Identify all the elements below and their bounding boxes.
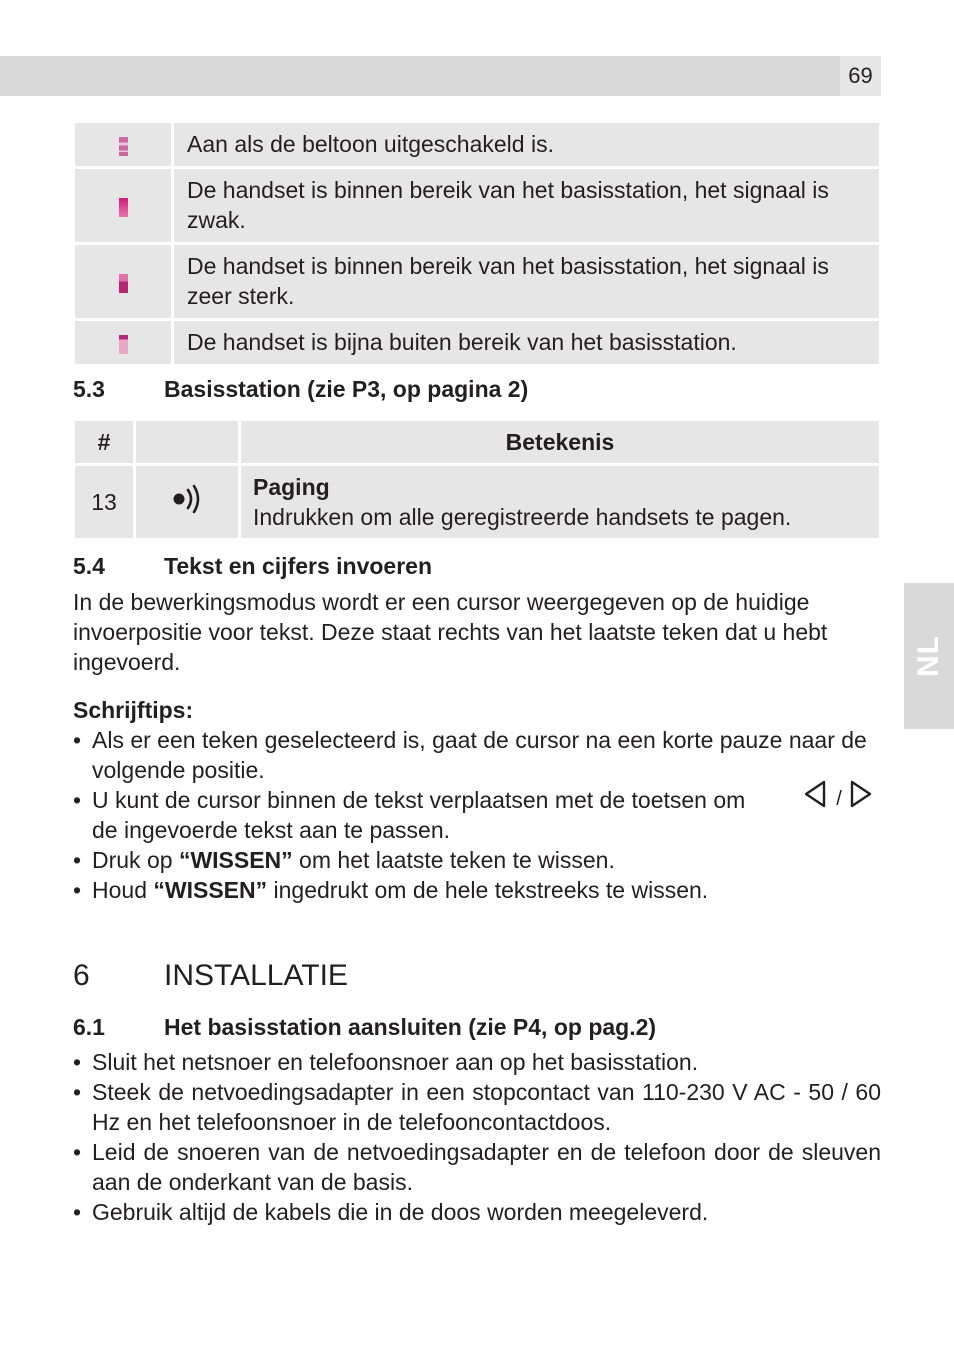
table-row [75,169,879,242]
column-header-number: # [75,421,133,463]
intro-paragraph: In de bewerkingsmodus wordt er een cursor weergegeven op de huidige invoerpositie voor tekst. Deze staat rechts van het laatste teken dat u hebt ingevoerd. [73,589,828,675]
page-number: 69 [840,56,881,96]
paging-icon [169,481,205,517]
list-item: • Sluit het netsnoer en telefoonsnoer aan op het basisstation. [73,1047,881,1077]
list-item: • Als er een teken geselecteerd is, gaat de cursor na een korte pauze naar de volgende positie. [73,725,881,785]
icon-cell [75,169,171,242]
list-item [73,875,881,905]
description-cell: Aan als de beltoon uitgeschakeld is. [174,123,879,166]
section-number: 5.4 [73,553,105,579]
row-number: 13 [75,466,133,538]
chapter-title: INSTALLATIE [164,959,348,992]
arrow-keys [803,779,875,816]
table-header-row [75,421,879,463]
tips-list [73,725,881,905]
table-row [75,245,879,318]
chapter-number: 6 [73,959,90,992]
left-arrow-icon [806,782,824,806]
status-icons-table [72,120,882,367]
section-title: Tekst en cijfers invoeren [164,553,433,579]
table-row [75,321,879,364]
signal-out-of-range-bar-icon [119,335,128,354]
signal-strong-bar-icon [119,274,128,293]
list-item [73,845,881,875]
right-arrow-icon [852,782,870,806]
language-tab-label: NL [912,635,945,677]
meaning-title: Paging [253,474,330,500]
description-cell: De handset is binnen bereik van het basisstation, het signaal is zeer sterk. [174,245,879,318]
table-row [75,466,879,538]
description-cell: De handset is binnen bereik van het basisstation, het signaal is zwak. [174,169,879,242]
list-item: • Gebruik altijd de kabels die in de doos worden meegeleverd. [73,1197,881,1227]
section-number: 6.1 [73,1014,105,1040]
section-number: 5.3 [73,376,105,402]
column-header-meaning: Betekenis [241,421,879,463]
list-item: • Leid de snoeren van de netvoedingsadapter en de telefoon door de sleuven aan de onderkant van de basis. [73,1137,881,1197]
meaning-description: Indrukken om alle geregistreerde handsets te pagen. [253,504,792,530]
section-title: Basisstation (zie P3, op pagina 2) [164,376,529,402]
icon-cell [136,466,238,538]
meaning-cell [241,466,879,538]
ringer-off-bar-icon [119,137,128,156]
table-row [75,123,879,166]
tips-title: Schrijftips: [73,697,194,723]
tip-text: Houd [92,877,154,903]
base-station-table [72,418,882,541]
description-cell: De handset is bijna buiten bereik van het basisstation. [174,321,879,364]
icon-cell [75,123,171,166]
writing-tips [73,695,881,905]
key-label: “WISSEN” [153,877,268,903]
signal-weak-bar-icon [119,198,128,217]
section-title: Het basisstation aansluiten (zie P4, op pag.2) [164,1014,657,1040]
tip-text: om het laatste teken te wissen. [292,847,615,873]
language-tab [904,583,954,729]
icon-cell [75,321,171,364]
installation-steps [73,1047,881,1227]
list-item: • U kunt de cursor binnen de tekst verplaatsen met de toetsen om de ingevoerde tekst aan te passen. [73,785,881,845]
header-bar [0,56,840,96]
tip-text: ingedrukt om de hele tekstreeks te wissen. [267,877,709,903]
tip-text: Druk op [92,847,179,873]
arrow-separator: / [836,788,842,810]
list-item: • Steek de netvoedingsadapter in een stopcontact van 110-230 V AC - 50 / 60 Hz en het telefoonsnoer in de telefooncontactdoos. [73,1077,881,1137]
icon-cell [75,245,171,318]
installation-list [73,1047,881,1227]
key-label: “WISSEN” [178,847,293,873]
column-header-icon [136,421,238,463]
